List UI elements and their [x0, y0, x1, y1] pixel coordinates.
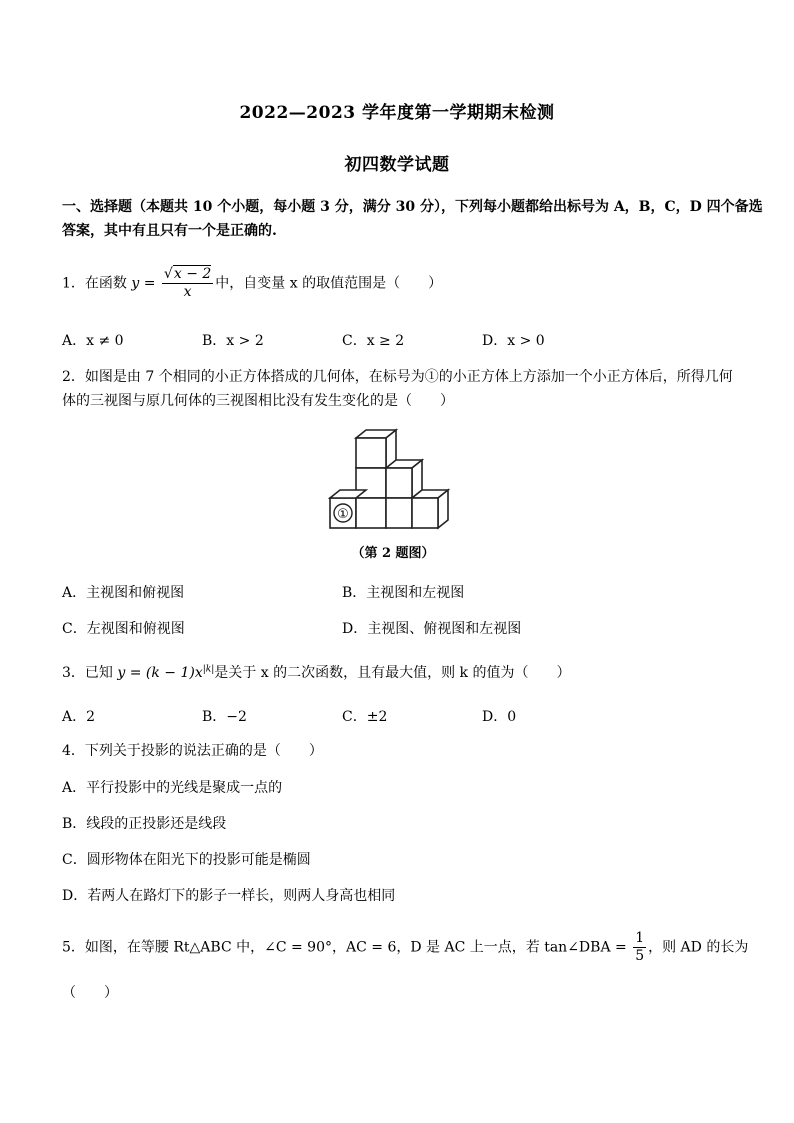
question-5-line2: （ ）	[62, 985, 118, 1001]
cube-stack-figure	[318, 418, 468, 564]
q3-prefix: 3．已知	[62, 665, 118, 681]
question-5	[62, 930, 748, 965]
q2-option-c: C．左视图和俯视图	[62, 621, 185, 637]
q1-prefix: 1．在函数	[62, 275, 132, 292]
exam-title: 2022—2023 学年度第一学期期末检测	[239, 103, 555, 123]
q1-suffix: 中，自变量 x 的取值范围是（ ）	[215, 275, 443, 292]
q1-option-a: A．x ≠ 0	[62, 333, 124, 349]
cube-label-1: ①	[337, 507, 349, 522]
q3-option-b: B．−2	[202, 709, 247, 725]
q1-option-b: B．x > 2	[202, 333, 264, 349]
q1-eq: =	[139, 275, 160, 292]
question-3	[62, 662, 570, 682]
q2-option-a: A．主视图和俯视图	[62, 585, 185, 601]
q3-option-a: A．2	[62, 709, 96, 725]
q5-fraction	[633, 930, 646, 965]
q4-option-c: C．圆形物体在阳光下的投影可能是椭圆	[62, 852, 311, 868]
q3-expression: y = (k − 1)x	[117, 665, 203, 681]
q1-y: y	[131, 275, 140, 292]
q5-prefix: 5．如图，在等腰 Rt△ABC 中，∠C = 90°，AC = 6，D 是 AC 上一点，若 tan∠DBA =	[62, 939, 632, 956]
q1-fraction	[162, 266, 213, 301]
question-2-line1: 2．如图是由 7 个相同的小正方体搭成的几何体，在标号为①的小正方体上方添加一个小正方体后，所得几何	[62, 369, 733, 385]
section-instructions-line1: 一、选择题（本题共 10 个小题，每小题 3 分，满分 30 分），下列每小题都给出标号为 A，B，C，D 四个备选	[62, 199, 763, 215]
q4-option-d: D．若两人在路灯下的影子一样长，则两人身高也相同	[62, 888, 396, 904]
q1-option-c: C．x ≥ 2	[342, 333, 405, 349]
q4-option-b: B．线段的正投影还是线段	[62, 816, 227, 832]
section-instructions-line2: 答案，其中有且只有一个是正确的.	[62, 223, 277, 239]
question-1	[62, 266, 442, 301]
q2-option-b: B．主视图和左视图	[342, 585, 465, 601]
q4-option-a: A．平行投影中的光线是聚成一点的	[62, 780, 283, 796]
exam-subtitle: 初四数学试题	[344, 155, 450, 175]
q1-denominator: x	[183, 284, 192, 300]
q3-exponent: |k|	[202, 664, 215, 675]
q3-option-c: C．±2	[342, 709, 388, 725]
cube-stack-drawing	[318, 418, 468, 564]
q1-radicand: x − 2	[173, 266, 212, 282]
q3-suffix: 是关于 x 的二次函数，且有最大值，则 k 的值为（ ）	[214, 665, 571, 681]
q1-option-d: D．x > 0	[482, 333, 545, 349]
q5-numerator: 1	[635, 930, 645, 946]
q5-suffix: ，则 AD 的长为	[648, 939, 749, 956]
q3-option-d: D．0	[482, 709, 517, 725]
q5-denominator: 5	[635, 948, 645, 964]
q1-numerator: √x − 2	[163, 266, 212, 282]
q2-option-d: D．主视图、俯视图和左视图	[342, 621, 522, 637]
question-4: 4．下列关于投影的说法正确的是（ ）	[62, 743, 323, 759]
figure-caption: （第 2 题图）	[351, 546, 435, 561]
question-2-line2: 体的三视图与原几何体的三视图相比没有发生变化的是（ ）	[62, 393, 454, 409]
